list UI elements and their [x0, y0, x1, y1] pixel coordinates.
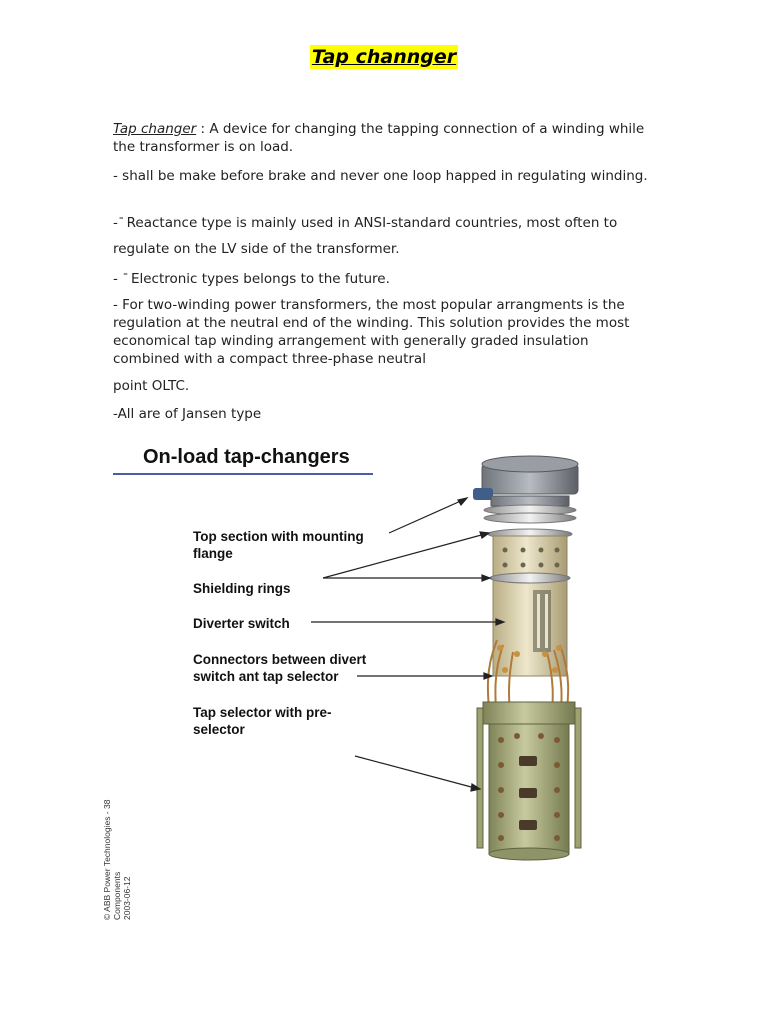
paragraph-two-winding: - For two-winding power transformers, the most popular arrangments is the regulation at the neutral end of the winding. This solution provides the most economical tap winding arrangement with generally graded insulation combined with a compact three-phase neutral [113, 297, 630, 367]
device-tap-selector [477, 702, 581, 860]
tap-changer-illustration [105, 440, 665, 920]
paragraph-electronic-types [113, 268, 653, 288]
callout-top-section: Top section with mounting flange [193, 529, 364, 561]
device-shielding-rings [484, 505, 576, 539]
bullet-dash: - [113, 271, 118, 287]
bullet-symbol: ⁼ [123, 272, 128, 282]
paragraph-lv-side: regulate on the LV side of the transformer. [113, 241, 400, 257]
callout-arrows [311, 498, 504, 791]
paragraph-jansen-type: -All are of Jansen type [113, 406, 262, 422]
callout-diverter-switch: Diverter switch [193, 616, 290, 631]
device-diverter-body [490, 536, 570, 676]
definition-paragraph [113, 120, 653, 156]
credit-line-2: Components [112, 871, 122, 920]
definition-term: Tap changer [113, 121, 197, 137]
definition-text: : A device for changing the tapping connection of a winding while the transformer is on load. [113, 121, 645, 155]
callout-tap-selector: Tap selector with pre- selector [193, 705, 332, 737]
electronic-text: Electronic types belongs to the future. [130, 271, 390, 287]
callout-connectors: Connectors between divert switch ant tap selector [193, 652, 367, 684]
credit-line-3: 2003-06-12 [122, 876, 132, 920]
paragraph-make-before-break: - shall be make before brake and never one loop happed in regulating winding. [113, 168, 648, 184]
bullet-symbol: ⁼ [118, 216, 124, 226]
paragraph-reactance-type [113, 212, 653, 232]
page-title-wrap [0, 46, 768, 68]
figure-heading: On-load tap-changers [143, 446, 350, 468]
device-top-section [473, 456, 578, 506]
credit-line-1: © ABB Power Technologies - 38 [102, 799, 112, 920]
page-title: Tap channger [311, 46, 457, 68]
bullet-dash: - [113, 215, 118, 231]
paragraph-point-oltc: point OLTC. [113, 378, 190, 394]
reactance-text: Reactance type is mainly used in ANSI-standard countries, most often to [126, 215, 618, 231]
callout-shielding-rings: Shielding rings [193, 581, 291, 596]
tap-changer-figure [102, 440, 665, 920]
